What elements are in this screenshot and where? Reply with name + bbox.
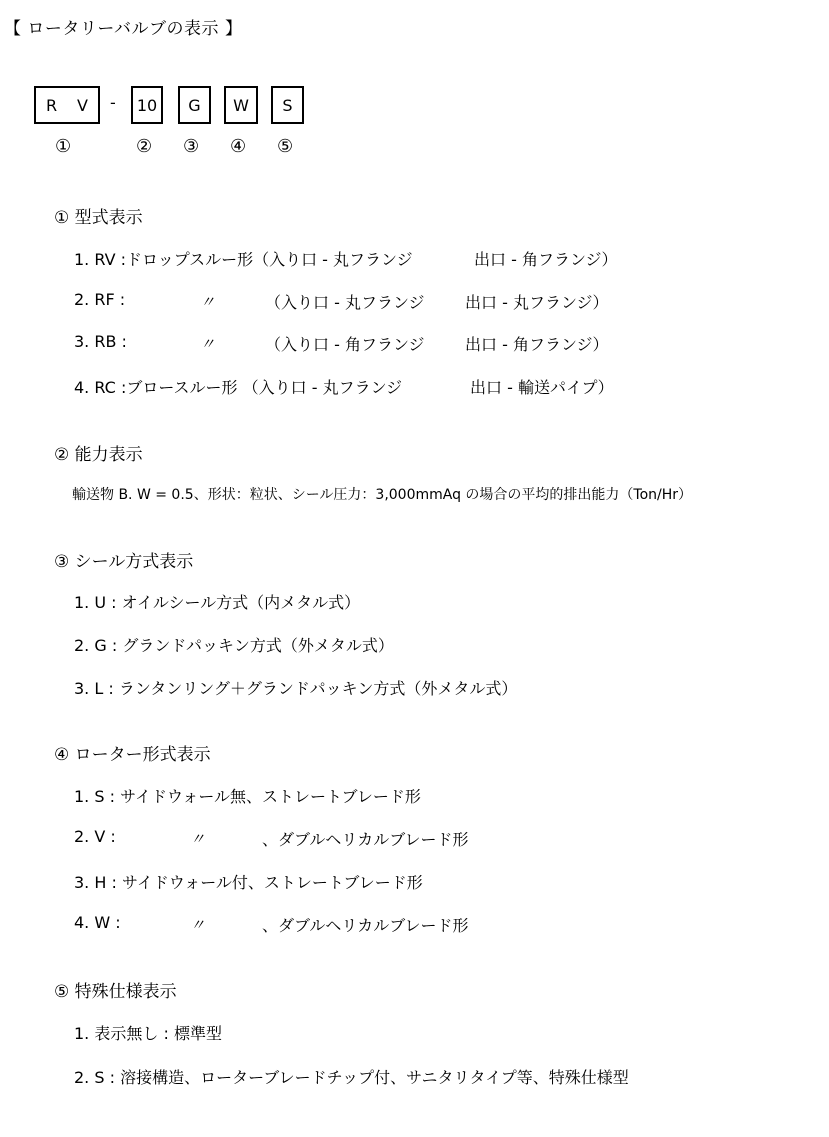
item-number: 1. [74,787,90,806]
item-separator: : [109,787,115,806]
item-code: 表示無し [94,1024,159,1043]
item-desc: サイドウォール無、ストレートブレード形 [120,787,421,806]
item-desc: ランタンリング＋グランドパッキン方式（外メタル式） [118,679,518,698]
item-separator: : [120,378,127,397]
list-item [74,827,116,846]
item-separator: : [121,332,127,351]
marker-1: ① [55,136,72,157]
item-desc: 、ダブルヘリカルブレード形 [262,830,469,849]
marker-2: ② [136,136,153,157]
code-special-value: S [282,95,293,115]
item-number: 2. [74,290,90,309]
code-capacity-value: 10 [136,95,158,115]
item-code: G [94,636,107,655]
section-heading-type: ① 型式表示 [54,208,143,228]
item-desc: サイドウォール付、ストレートブレード形 [121,873,423,892]
item-code: RF [94,290,115,309]
list-item [74,870,423,893]
item-desc: グランドパッキン方式（外メタル式） [122,636,394,655]
item-separator: : [111,873,117,892]
item-outlet: 出口 - 角フランジ） [474,250,618,269]
item-number: 4. [74,913,90,932]
section-heading-special: ⑤ 特殊仕様表示 [54,982,177,1002]
item-separator: : [110,827,116,846]
item-code: W [94,913,111,932]
code-box-type [34,86,100,124]
item-outlet: 出口 - 輸送パイプ） [470,378,614,397]
code-dash: - [110,93,116,112]
item-desc: （入り口 - 角フランジ [265,335,425,354]
item-number: 1. [74,250,90,269]
list-item [74,676,517,699]
list-item [74,590,360,613]
ditto-mark: 〃 [190,830,206,848]
item-code: H [94,873,107,892]
marker-3: ③ [183,136,200,157]
section-heading-capacity: ② 能力表示 [54,445,143,465]
code-seal-value: G [188,95,201,115]
item-desc: ブロースルー形 （入り口 - 丸フランジ [126,378,403,397]
item-code: RC [94,378,116,397]
item-code: L [94,679,104,698]
capacity-description: 輸送物 B. W = 0.5、形状：粒状、シール圧力：3,000mmAq の場合の平均的排出能力（Ton/Hr） [72,487,693,503]
item-separator: : [111,593,117,612]
code-box-rotor [224,86,258,124]
code-char-r: R [45,95,58,115]
list-item [74,784,421,807]
item-separator: : [163,1024,169,1043]
item-number: 2. [74,1068,90,1087]
item-number: 3. [74,679,90,698]
item-number: 3. [74,873,90,892]
section-heading-rotor: ④ ローター形式表示 [54,745,211,765]
item-separator: : [109,1068,115,1087]
item-number: 2. [74,636,90,655]
list-item [74,633,394,656]
list-item [74,1021,222,1044]
marker-5: ⑤ [277,136,294,157]
marker-4: ④ [230,136,247,157]
item-separator: : [115,913,121,932]
code-char-v: V [77,95,88,115]
item-separator: : [108,679,114,698]
item-number: 2. [74,827,90,846]
page-title: 【 ロータリーバルブの表示 】 [4,19,243,39]
item-desc: （入り口 - 丸フランジ [265,293,425,312]
list-item [74,375,402,398]
section-heading-seal: ③ シール方式表示 [54,552,194,572]
item-code: RV [94,250,116,269]
item-separator: : [119,290,126,309]
item-desc: ドロップスルー形（入り口 - 丸フランジ [126,250,413,269]
item-number: 3. [74,332,90,351]
list-item [74,332,127,351]
ditto-mark: 〃 [200,335,216,353]
item-code: U [94,593,107,612]
ditto-mark: 〃 [190,916,206,934]
item-desc: 溶接構造、ローターブレードチップ付、サニタリタイプ等、特殊仕様型 [120,1068,629,1087]
list-item [74,290,125,309]
code-box-capacity [131,86,163,124]
list-item [74,1065,629,1088]
item-number: 4. [74,378,90,397]
item-code: RB [94,332,117,351]
code-box-special [271,86,304,124]
item-separator: : [120,250,127,269]
code-box-seal [178,86,211,124]
item-outlet: 出口 - 角フランジ） [465,335,609,354]
item-number: 1. [74,593,90,612]
ditto-mark: 〃 [200,293,216,311]
item-desc: オイルシール方式（内メタル式） [121,593,361,612]
item-code: V [94,827,106,846]
item-outlet: 出口 - 丸フランジ） [465,293,609,312]
item-desc: 標準型 [173,1024,222,1043]
item-desc: 、ダブルヘリカルブレード形 [262,916,469,935]
item-code: S [94,787,105,806]
item-number: 1. [74,1024,90,1043]
item-separator: : [111,636,118,655]
list-item [74,247,413,270]
list-item [74,913,121,932]
item-code: S [94,1068,105,1087]
code-rotor-value: W [233,95,249,115]
